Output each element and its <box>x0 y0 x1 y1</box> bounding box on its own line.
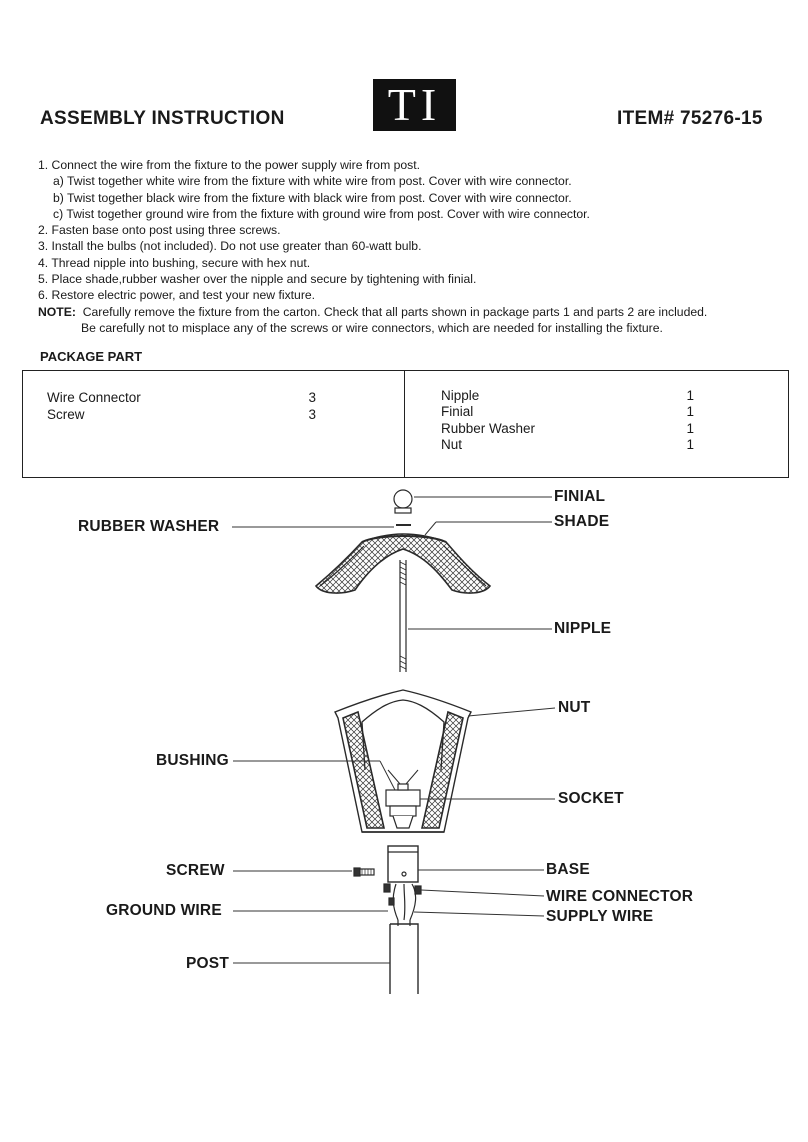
document-title: ASSEMBLY INSTRUCTION <box>40 108 285 129</box>
package-item-name: Nut <box>441 437 463 452</box>
screw-part <box>354 868 374 876</box>
label-ground-wire: GROUND WIRE <box>106 902 222 919</box>
instruction-step-6: 6. Restore electric power, and test your new fixture. <box>38 288 316 303</box>
instruction-step-1b: b) Twist together black wire from the fixture with black wire from post. Cover with wire connector. <box>53 190 572 205</box>
package-item-name: Finial <box>441 404 474 419</box>
instruction-step-1: 1. Connect the wire from the fixture to the power supply wire from post. <box>38 158 421 172</box>
package-item-name: Nipple <box>441 388 480 403</box>
ti-logo: TI <box>373 79 456 131</box>
package-heading: PACKAGE PART <box>40 349 143 364</box>
label-base: BASE <box>546 861 590 878</box>
label-nut: NUT <box>558 699 591 716</box>
instruction-step-1c: c) Twist together ground wire from the fixture with ground wire from post. Cover with wire connector. <box>53 206 590 221</box>
label-post: POST <box>186 955 230 972</box>
instruction-step-4: 4. Thread nipple into bushing, secure with hex nut. <box>38 255 311 270</box>
note-label: NOTE: <box>38 304 76 319</box>
package-item-name: Screw <box>47 407 85 422</box>
package-item-qty: 1 <box>686 388 694 403</box>
label-wire-connector: WIRE CONNECTOR <box>546 888 694 905</box>
base-part <box>388 846 418 882</box>
label-socket: SOCKET <box>558 790 624 807</box>
package-item-qty: 1 <box>686 437 694 452</box>
label-finial: FINIAL <box>554 488 606 505</box>
label-nipple: NIPPLE <box>554 620 612 637</box>
nipple-part <box>400 560 406 672</box>
finial-part <box>394 490 412 513</box>
package-item-qty: 3 <box>308 390 316 405</box>
package-item-name: Wire Connector <box>47 390 141 405</box>
instruction-step-5: 5. Place shade,rubber washer over the nipple and secure by tightening with finial. <box>38 272 477 287</box>
note-line-2: Be carefully not to misplace any of the screws or wire connectors, which are needed for installing the fixture. <box>81 320 663 335</box>
label-shade: SHADE <box>554 513 610 530</box>
label-bushing: BUSHING <box>156 752 229 769</box>
package-item-name: Rubber Washer <box>441 421 536 436</box>
package-item-qty: 1 <box>686 404 694 419</box>
post-part <box>390 920 418 994</box>
note-text-1: Carefully remove the fixture from the carton. Check that all parts shown in package parts 1 and parts 2 are included. <box>82 304 708 319</box>
package-item-qty: 3 <box>308 407 316 422</box>
instruction-step-1a: a) Twist together white wire from the fixture with white wire from post. Cover with wire connector. <box>53 174 572 189</box>
label-screw: SCREW <box>166 862 225 879</box>
package-item-qty: 1 <box>686 421 694 436</box>
instruction-step-2: 2. Fasten base onto post using three screws. <box>38 223 281 238</box>
item-number: ITEM# 75276-15 <box>617 108 763 129</box>
label-supply-wire: SUPPLY WIRE <box>546 908 654 925</box>
label-rubber-washer: RUBBER WASHER <box>78 518 220 535</box>
instruction-step-3: 3. Install the bulbs (not included). Do not use greater than 60-watt bulb. <box>38 239 422 254</box>
wiring <box>384 884 421 920</box>
